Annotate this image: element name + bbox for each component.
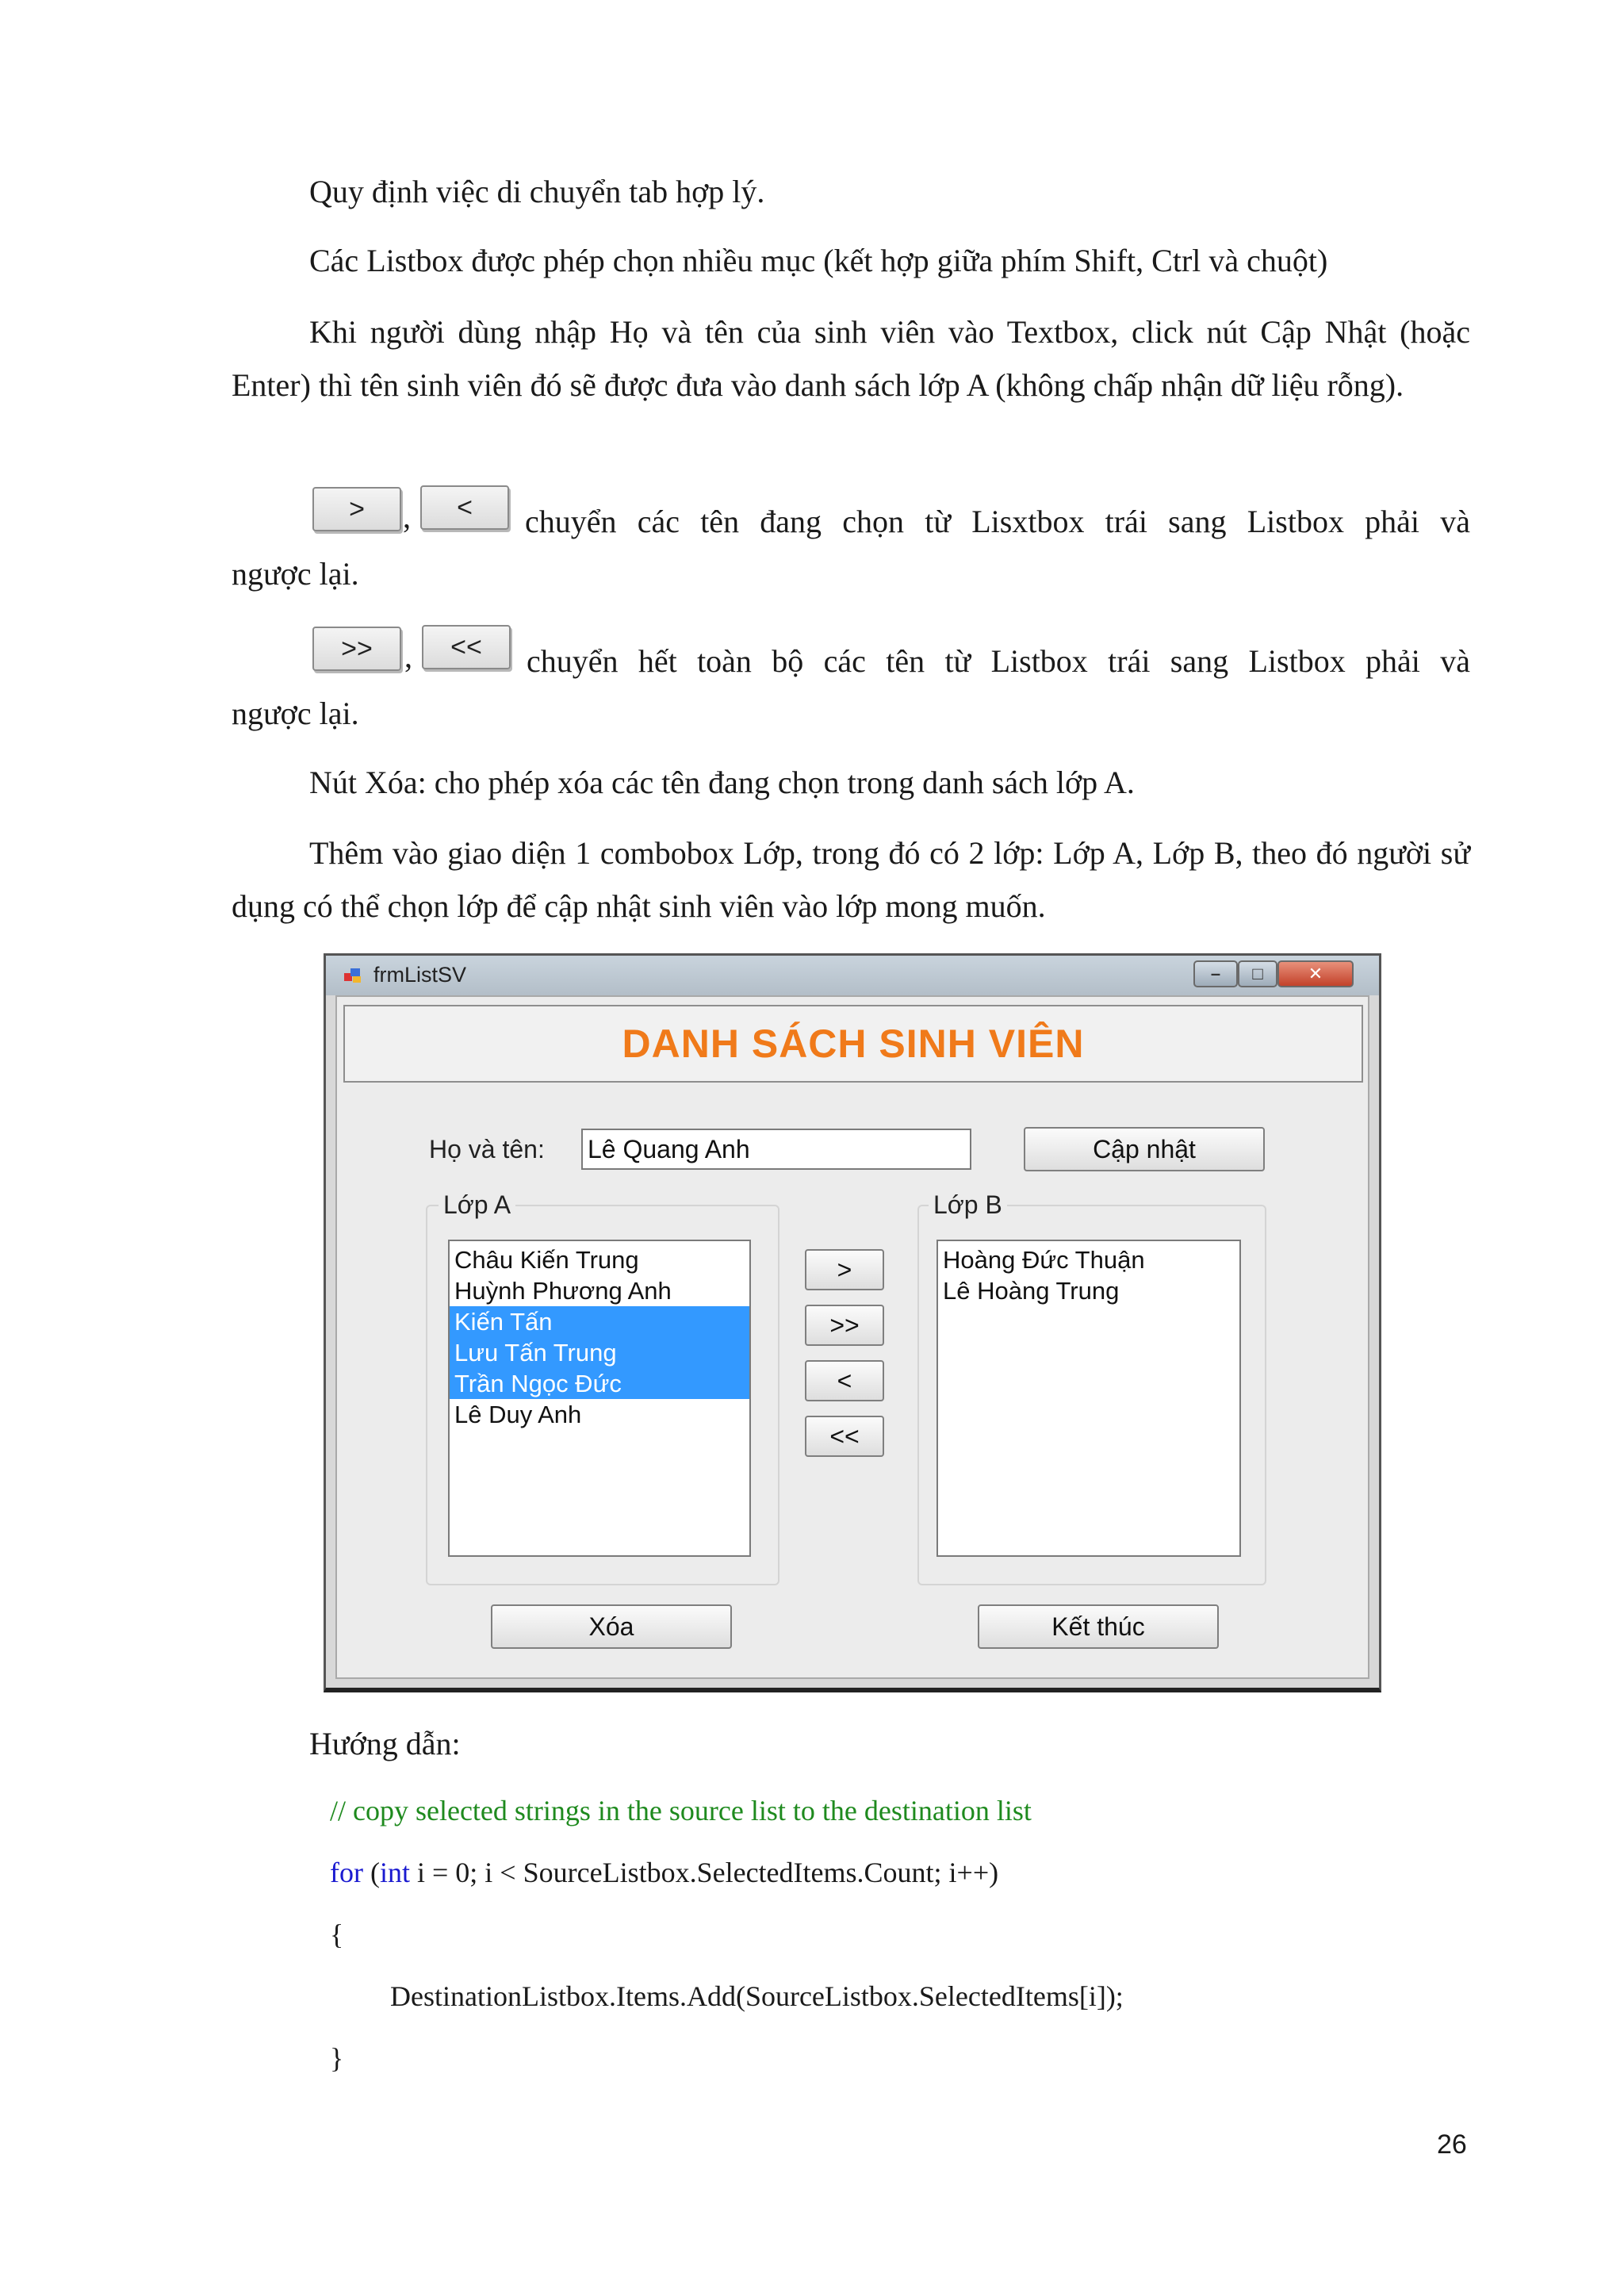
paragraph-move-all-cont: ngược lại.: [232, 696, 359, 731]
code-body: DestinationListbox.Items.Add(SourceListbox.SelectedItems[i]);: [390, 1980, 1124, 2012]
guide-label: Hướng dẫn:: [309, 1726, 461, 1761]
code-close-brace: }: [330, 2042, 344, 2074]
code-paren: (: [370, 1857, 380, 1888]
list-item[interactable]: Trần Ngọc Đức: [450, 1368, 749, 1399]
group-class-b-label: Lớp B: [929, 1190, 1007, 1220]
move-all-left-button[interactable]: <<: [805, 1416, 884, 1457]
header-panel: [343, 1005, 1363, 1083]
form-app-icon: [343, 967, 362, 984]
page-number: 26: [1437, 2129, 1467, 2160]
update-button[interactable]: Cập nhật: [1024, 1127, 1265, 1171]
paragraph-delete-button: Nút Xóa: cho phép xóa các tên đang chọn trong danh sách lớp A.: [309, 765, 1135, 800]
name-input[interactable]: Lê Quang Anh: [581, 1129, 971, 1170]
form-heading: DANH SÁCH SINH VIÊN: [622, 1022, 1085, 1066]
code-comment: // copy selected strings in the source list to the destination list: [330, 1795, 1032, 1826]
form-window: [324, 953, 1381, 1692]
delete-button[interactable]: Xóa: [491, 1604, 732, 1649]
code-open-brace: {: [330, 1918, 344, 1950]
inline-move-all-left-button-image: <<: [422, 625, 511, 669]
title-bar: [326, 956, 1379, 995]
paragraph-move-selected: chuyển các tên đang chọn từ Lisxtbox trái sang Listbox phải và: [525, 504, 1470, 539]
list-item[interactable]: Huỳnh Phương Anh: [454, 1277, 672, 1305]
code-for-line: [330, 1856, 998, 1889]
form-client-area: [335, 995, 1369, 1679]
list-item[interactable]: Châu Kiến Trung: [454, 1246, 639, 1274]
paragraph-update-behavior: Khi người dùng nhập Họ và tên của sinh viên vào Textbox, click nút Cập Nhật (hoặc Enter) thì tên sinh viên đó sẽ được đưa vào danh sách lớp A (không chấp nhận dữ liệu rỗng).: [232, 314, 1470, 403]
move-right-button[interactable]: >: [805, 1249, 884, 1290]
window-title: frmListSV: [373, 963, 467, 987]
inline-comma: ,: [404, 638, 412, 674]
paragraph-class-combobox: Thêm vào giao diện 1 combobox Lớp, trong đó có 2 lớp: Lớp A, Lớp B, theo đó người sử dụng có thể chọn lớp để cập nhật sinh viên vào lớp mong muốn.: [232, 835, 1470, 924]
move-left-button[interactable]: <: [805, 1360, 884, 1401]
name-label: Họ và tên:: [429, 1135, 545, 1163]
list-item[interactable]: Lưu Tấn Trung: [450, 1337, 749, 1368]
list-item[interactable]: Lê Hoàng Trung: [943, 1277, 1120, 1305]
paragraph-multiselect: Các Listbox được phép chọn nhiều mục (kết hợp giữa phím Shift, Ctrl và chuột): [309, 243, 1328, 278]
close-icon[interactable]: ✕: [1277, 960, 1354, 987]
inline-comma: ,: [403, 499, 411, 535]
list-item[interactable]: Hoàng Đức Thuận: [943, 1246, 1145, 1274]
inline-move-all-right-button-image: >>: [312, 627, 401, 671]
listbox-class-a[interactable]: [448, 1240, 751, 1557]
move-all-right-button[interactable]: >>: [805, 1305, 884, 1346]
maximize-icon[interactable]: □: [1238, 960, 1277, 987]
code-loop-rest: i = 0; i < SourceListbox.SelectedItems.Count; i++): [417, 1857, 999, 1888]
group-class-a-label: Lớp A: [439, 1190, 515, 1220]
minimize-icon[interactable]: –: [1193, 960, 1238, 987]
code-keyword-int: int: [379, 1857, 410, 1888]
paragraph-tab-order: Quy định việc di chuyển tab hợp lý.: [309, 174, 765, 209]
paragraph-move-all: chuyển hết toàn bộ các tên từ Listbox trái sang Listbox phải và: [527, 643, 1470, 679]
listbox-class-b[interactable]: [936, 1240, 1241, 1557]
inline-move-right-button-image: >: [312, 487, 401, 531]
paragraph-move-selected-cont: ngược lại.: [232, 556, 359, 592]
list-item[interactable]: Lê Duy Anh: [454, 1401, 582, 1428]
list-item[interactable]: Kiến Tấn: [450, 1306, 749, 1337]
inline-move-left-button-image: <: [420, 485, 509, 530]
code-keyword-for: for: [330, 1857, 363, 1888]
exit-button[interactable]: Kết thúc: [978, 1604, 1219, 1649]
